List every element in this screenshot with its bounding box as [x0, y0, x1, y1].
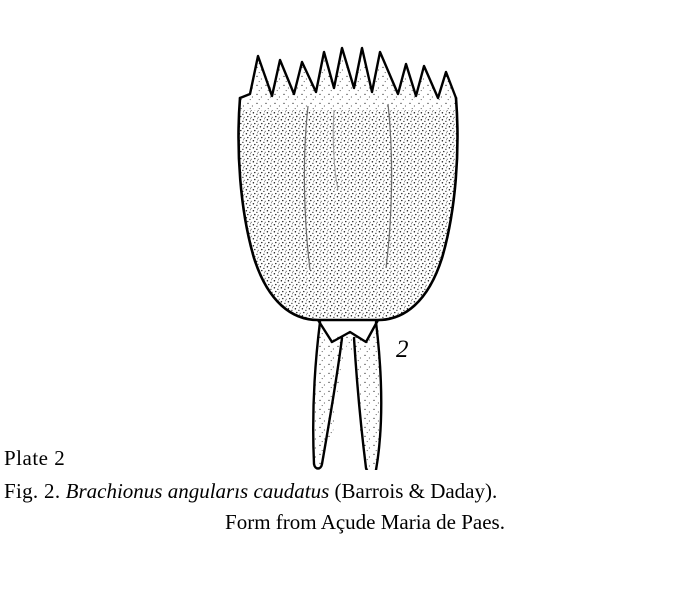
species-name: Brachionus angularıs caudatus: [65, 479, 330, 503]
caption-line-1: [4, 479, 497, 504]
figure-prefix: Fig. 2.: [4, 479, 61, 503]
figure-number-label: 2: [396, 336, 409, 363]
plate-label: Plate 2: [4, 446, 66, 470]
rotifer-illustration: [210, 20, 490, 470]
caption-line-2: Form from Açude Maria de Paes.: [225, 510, 505, 534]
spine-stipple-fill: [290, 310, 410, 470]
rotifer-outline-icon: [210, 20, 490, 470]
authority-citation: (Barrois & Daday).: [334, 479, 498, 503]
